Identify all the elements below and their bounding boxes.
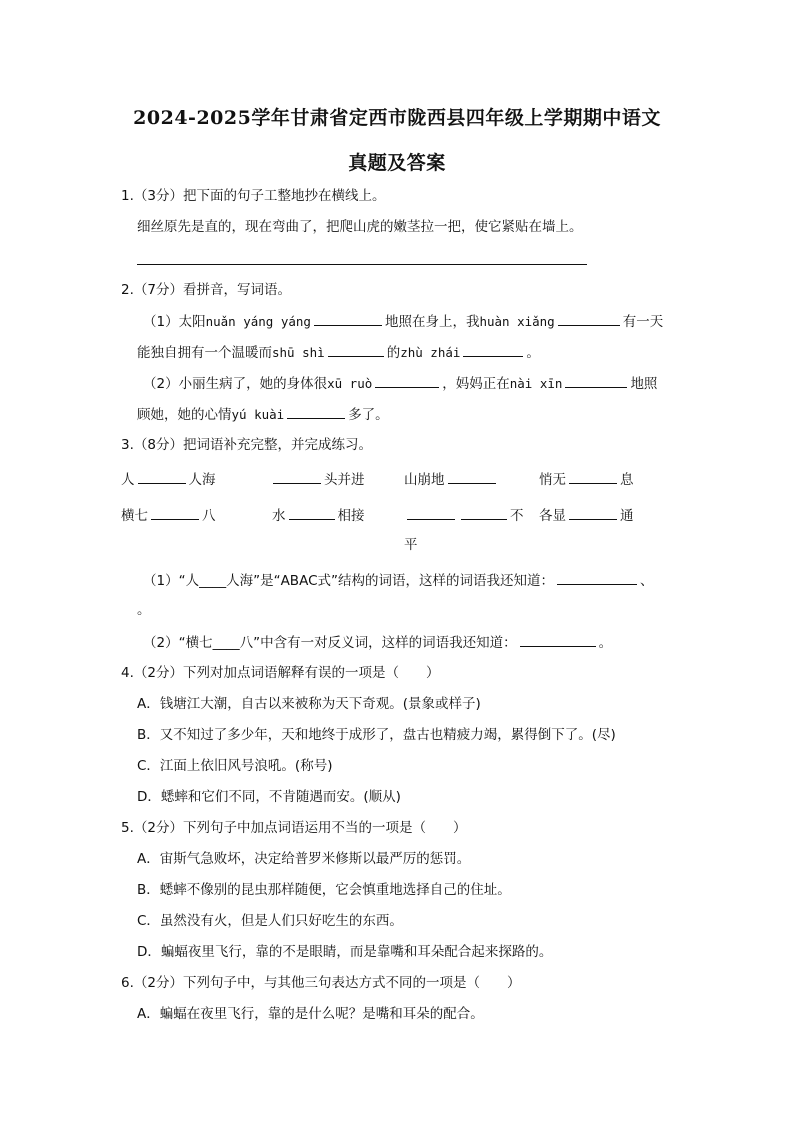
q2-p1-text-c: 有一天 — [622, 314, 664, 330]
q2-p1-blank-1[interactable] — [314, 312, 382, 326]
q3-word-7 — [404, 506, 524, 525]
q4-option-d[interactable]: D．蟋蟀和它们不同，不肯随遇而安。(顺从) — [137, 789, 401, 805]
q3-word-7-c: 平 — [404, 537, 418, 553]
q2-p1-blank-2[interactable] — [558, 312, 620, 326]
q3-sub2-end: 。 — [598, 635, 613, 651]
q2-p1-text-b: 地照在身上，我 — [384, 314, 480, 330]
q3-sub1-end: 、 — [640, 573, 654, 589]
q2-p2-pinyin-1: xū ruò — [327, 376, 373, 391]
q2-p2-blank-3[interactable] — [287, 405, 345, 419]
q1-sentence: 细丝原先是直的，现在弯曲了，把爬山虎的嫩茎拉一把，使它紧贴在墙上。 — [137, 219, 583, 235]
q2-p1-blank-3[interactable] — [328, 343, 384, 357]
q3-stem: 3.（8分）把词语补充完整，并完成练习。 — [121, 437, 372, 453]
q1-stem: 1.（3分）把下面的句子工整地抄在横线上。 — [121, 188, 386, 204]
q2-p2-text-d: 顾她，她的心情 — [137, 407, 232, 423]
q3-word-3-blank[interactable] — [448, 470, 496, 484]
q2-p1-text-d: 能独自拥有一个温暖而 — [137, 345, 272, 361]
q5-stem: 5.（2分）下列句子中加点词语运用不当的一项是（ ） — [121, 820, 467, 836]
q3-sub1-cont: 。 — [137, 602, 151, 618]
q2-p2-blank-1[interactable] — [375, 374, 439, 388]
q2-p1-pinyin-4: zhù zhái — [400, 345, 461, 360]
q3-word-6 — [272, 506, 365, 525]
doc-title-line1: 2024-2025学年甘肃省定西市陇西县四年级上学期期中语文 — [133, 107, 661, 129]
q2-p1-pinyin-3: shū shì — [272, 345, 325, 360]
q3-sub2 — [143, 633, 612, 652]
q3-word-7-b: 不 — [510, 508, 524, 524]
q3-word-6-blank[interactable] — [289, 506, 335, 520]
q6-option-a[interactable]: A．蝙蝠在夜里飞行，靠的是什么呢？是嘴和耳朵的配合。 — [137, 1006, 484, 1022]
q2-part2-line2 — [137, 405, 389, 424]
q2-p2-pinyin-2: nài xīn — [509, 376, 563, 391]
q3-word-1-blank[interactable] — [138, 470, 186, 484]
q4-option-a[interactable]: A．钱塘江大潮，自古以来被称为天下奇观。(景象或样子) — [137, 696, 481, 712]
q4-option-c[interactable]: C．江面上依旧风号浪吼。(称号) — [137, 758, 333, 774]
q2-p1-pinyin-2: huàn xiǎng — [479, 314, 555, 329]
q3-word-3-text: 山崩地 — [404, 472, 445, 488]
q3-word-1-a: 人 — [121, 472, 135, 488]
q3-word-7-blank-2[interactable] — [461, 506, 507, 520]
q3-word-5-b: 八 — [202, 508, 216, 524]
q5-option-d[interactable]: D．蝙蝠夜里飞行，靠的不是眼睛，而是靠嘴和耳朵配合起来探路的。 — [137, 944, 553, 960]
q2-p2-blank-2[interactable] — [565, 374, 627, 388]
q3-word-4 — [539, 470, 634, 489]
q5-option-c[interactable]: C．虽然没有火，但是人们只好吃生的东西。 — [137, 913, 403, 929]
q2-p1-text-f: 。 — [526, 345, 540, 361]
q2-p2-text-e: 多了。 — [348, 407, 389, 423]
q3-word-6-a: 水 — [272, 508, 286, 524]
q2-p1-pinyin-1: nuǎn yáng yáng — [205, 314, 311, 329]
q3-sub1-text: （1）“人____人海”是“ABAC式”结构的词语，这样的词语我还知道： — [143, 573, 554, 589]
q2-part1-line2 — [137, 343, 540, 362]
q5-option-b[interactable]: B．蟋蟀不像别的昆虫那样随便，它会慎重地选择自己的住址。 — [137, 882, 511, 898]
q3-word-4-b: 息 — [620, 472, 634, 488]
q4-option-b[interactable]: B．又不知过了多少年，天和地终于成形了，盘古也精疲力竭，累得倒下了。(尽) — [137, 727, 616, 743]
q1-answer-line[interactable] — [137, 264, 587, 265]
q3-word-8-a: 各显 — [539, 508, 566, 524]
q3-sub2-text: （2）“横七____八”中含有一对反义词，这样的词语我还知道： — [143, 635, 517, 651]
q3-word-2-text: 头并进 — [324, 472, 365, 488]
q6-stem: 6.（2分）下列句子中，与其他三句表达方式不同的一项是（ ） — [121, 975, 521, 991]
q3-word-6-b: 相接 — [337, 508, 365, 524]
q2-p2-text-a: （2）小丽生病了，她的身体很 — [143, 376, 328, 392]
q3-word-5-a: 横七 — [121, 508, 148, 524]
doc-title-line2: 真题及答案 — [348, 152, 446, 174]
q3-word-4-blank[interactable] — [569, 470, 617, 484]
q3-word-2-blank[interactable] — [273, 470, 321, 484]
q4-stem: 4.（2分）下列对加点词语解释有误的一项是（ ） — [121, 665, 440, 681]
q2-stem: 2.（7分）看拼音，写词语。 — [121, 282, 291, 298]
q2-p1-text-e: 的 — [386, 345, 401, 361]
q2-part2-line1 — [143, 374, 657, 393]
q3-word-8-blank[interactable] — [569, 506, 617, 520]
q2-p1-text-a: （1）太阳 — [143, 314, 206, 330]
q5-option-a[interactable]: A．宙斯气急败坏，决定给普罗米修斯以最严厉的惩罚。 — [137, 851, 471, 867]
q2-p2-text-c: 地照 — [630, 376, 658, 392]
q2-p1-blank-4[interactable] — [463, 343, 523, 357]
q3-sub2-blank[interactable] — [520, 633, 596, 647]
q3-word-8-b: 通 — [620, 508, 634, 524]
q3-word-8 — [539, 506, 634, 525]
q2-part1-line1 — [143, 312, 663, 331]
q3-word-1-b: 人海 — [188, 472, 216, 488]
q3-word-5 — [121, 506, 216, 525]
q2-p2-pinyin-3: yú kuài — [231, 407, 285, 422]
q3-word-5-blank[interactable] — [151, 506, 199, 520]
q3-word-3 — [404, 470, 499, 489]
q3-word-7-blank-1[interactable] — [407, 506, 455, 520]
q2-p2-text-b: ，妈妈正在 — [442, 376, 510, 392]
q3-word-1 — [121, 470, 216, 489]
q3-word-2 — [270, 470, 365, 489]
q3-sub1-blank[interactable] — [557, 571, 637, 585]
q3-sub1 — [143, 571, 654, 590]
q3-word-4-a: 悄无 — [539, 472, 566, 488]
